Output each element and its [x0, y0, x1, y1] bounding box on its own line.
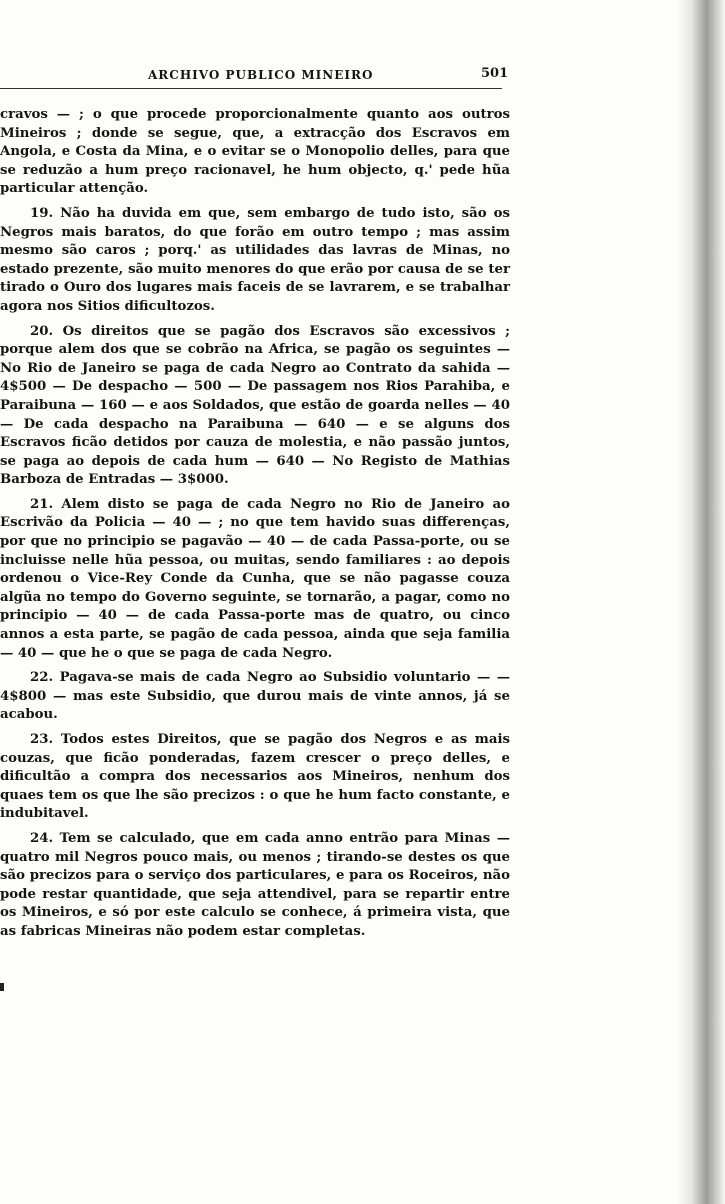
page-binding-shadow	[677, 0, 725, 1204]
header-rule	[0, 88, 502, 89]
margin-mark	[0, 983, 4, 991]
paragraph-20: 20. Os direitos que se pagão dos Escravos são excessivos ; porque alem dos que se cobrão na Africa, se pagão os seguintes — No Rio de Janeiro se paga de cada Negro ao Contrato da sahida — 4$500 — De despacho — 500 — De passagem nos Rios Parahiba, e Paraibuna — 160 — e aos Soldados, que estão de goarda nelles — 40 — De cada despacho na Paraibuna — 640 — e se alguns dos Escravos ficão detidos por cauza de molestia, e não passão juntos, se paga ao depois de cada hum — 640 — No Registo de Mathias Barboza de Entradas — 3$000.	[0, 323, 510, 488]
running-header	[0, 64, 510, 86]
paragraph-22: 22. Pagava-se mais de cada Negro ao Subsidio voluntario — — 4$800 — mas este Subsidio, que durou mais de vinte annos, já se acabou.	[0, 670, 510, 723]
page-number: 501	[481, 66, 509, 81]
body-text	[0, 106, 510, 948]
paragraph-19: 19. Não ha duvida em que, sem embargo de tudo isto, são os Negros mais baratos, do que forão em outro tempo ; mas assim mesmo são caros ; porq.' as utilidades das lavras de Minas, no estado prezente, são muito menores do que erão por causa de se ter tirado o Ouro dos lugares mais faceis de se lavrarem, e se trabalhar agora nos Sitios dificultozos.	[0, 205, 510, 314]
paragraph-23: 23. Todos estes Direitos, que se pagão dos Negros e as mais couzas, que ficão ponderadas, fazem crescer o preço delles, e dificultão a compra dos necessarios aos Mineiros, nenhum dos quaes tem os que lhe são precizos : o que he hum facto constante, e indubitavel.	[0, 732, 510, 822]
header-title: ARCHIVO PUBLICO MINEIRO	[148, 68, 374, 82]
paragraph-21: 21. Alem disto se paga de cada Negro no Rio de Janeiro ao Escrivão da Policia — 40 — ; no que tem havido suas differenças, por que no principio se pagavão — 40 — de cada Passa-porte, ou se incluisse nelle hũa pessoa, ou muitas, sendo familiares : ao depois ordenou o Vice-Rey Conde da Cunha, que se não pagasse couza algũa no tempo do Governo seguinte, se tornarão, a pagar, como no principio — 40 — de cada Passa-porte mas de quatro, ou cinco annos a esta parte, se pagão de cada pessoa, ainda que seja familia — 40 — que he o que se paga de cada Negro.	[0, 496, 510, 661]
paragraph-24: 24. Tem se calculado, que em cada anno entrão para Minas — quatro mil Negros pouco mais, ou menos ; tirando-se destes os que são precizos para o serviço dos particulares, e para os Roceiros, não pode restar quantidade, que seja attendivel, para se repartir entre os Mineiros, e só por este calculo se conhece, á primeira vista, que as fabricas Mineiras não podem estar completas.	[0, 830, 510, 939]
paragraph-continuation: cravos — ; o que procede proporcionalmente quanto aos outros Mineiros ; donde se segue, que, a extracção dos Escravos em Angola, e Costa da Mina, e o evitar se o Monopolio delles, para que se reduzão a hum preço racionavel, he hum objecto, q.' pede hũa particular attenção.	[0, 107, 510, 197]
